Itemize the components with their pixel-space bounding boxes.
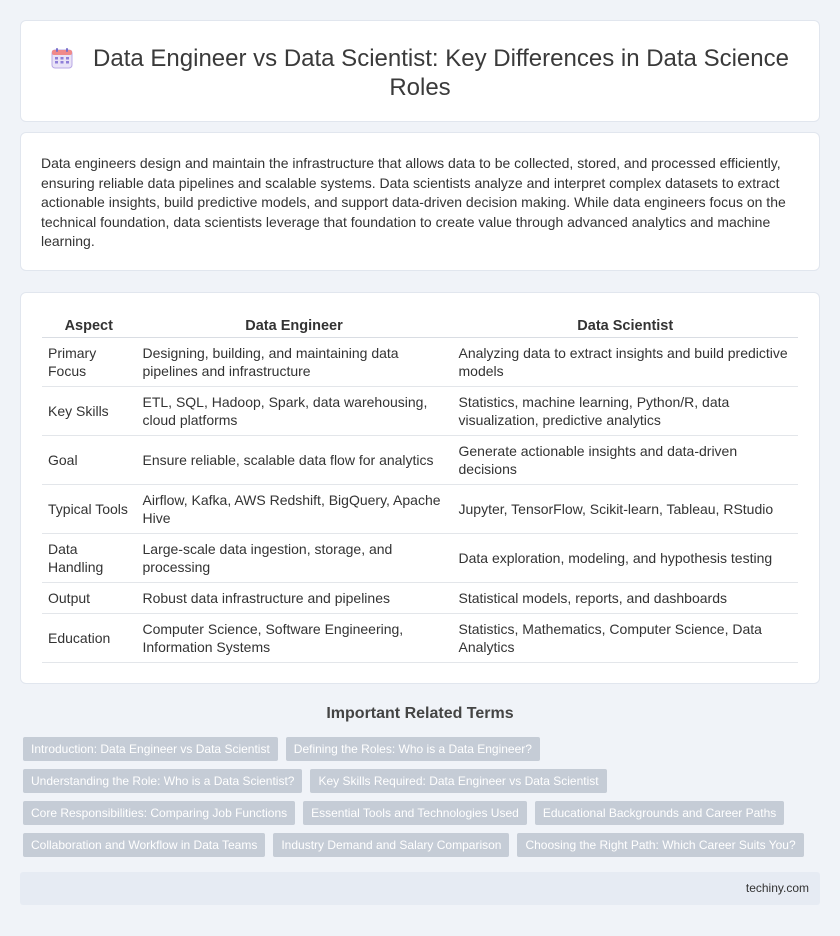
- related-term-tag[interactable]: Industry Demand and Salary Comparison: [273, 833, 509, 857]
- row-aspect: Typical Tools: [42, 484, 136, 533]
- row-data-scientist: Data exploration, modeling, and hypothesis testing: [452, 533, 798, 582]
- related-term-tag[interactable]: Collaboration and Workflow in Data Teams: [23, 833, 265, 857]
- table-row: [42, 337, 798, 386]
- related-terms-list: [23, 737, 823, 857]
- row-aspect: Education: [42, 613, 136, 662]
- page-title-text: Data Engineer vs Data Scientist: Key Differences in Data Science Roles: [93, 45, 789, 101]
- table-header-row: [42, 315, 798, 337]
- row-data-scientist: Statistics, machine learning, Python/R, data visualization, predictive analytics: [452, 386, 798, 435]
- intro-card: [20, 132, 820, 271]
- header-card: [20, 20, 820, 122]
- table-row: [42, 582, 798, 613]
- comparison-table-card: [20, 292, 820, 684]
- row-aspect: Output: [42, 582, 136, 613]
- row-data-scientist: Statistics, Mathematics, Computer Science, Data Analytics: [452, 613, 798, 662]
- header-data-scientist: Data Scientist: [452, 315, 798, 337]
- row-data-engineer: Airflow, Kafka, AWS Redshift, BigQuery, Apache Hive: [136, 484, 452, 533]
- table-row: [42, 386, 798, 435]
- comparison-table: [42, 315, 798, 663]
- row-aspect: Primary Focus: [42, 337, 136, 386]
- related-term-tag[interactable]: Defining the Roles: Who is a Data Engineer?: [286, 737, 540, 761]
- related-term-tag[interactable]: Introduction: Data Engineer vs Data Scientist: [23, 737, 278, 761]
- footer: [20, 872, 820, 905]
- header-aspect: Aspect: [42, 315, 136, 337]
- related-term-tag[interactable]: Choosing the Right Path: Which Career Suits You?: [517, 833, 803, 857]
- row-data-scientist: Analyzing data to extract insights and build predictive models: [452, 337, 798, 386]
- table-row: [42, 435, 798, 484]
- row-data-scientist: Jupyter, TensorFlow, Scikit-learn, Tableau, RStudio: [452, 484, 798, 533]
- related-term-tag[interactable]: Core Responsibilities: Comparing Job Functions: [23, 801, 295, 825]
- related-term-tag[interactable]: Key Skills Required: Data Engineer vs Data Scientist: [310, 769, 606, 793]
- calendar-grid-icon: [51, 47, 73, 69]
- table-row: [42, 533, 798, 582]
- table-row: [42, 613, 798, 662]
- row-aspect: Data Handling: [42, 533, 136, 582]
- related-term-tag[interactable]: Educational Backgrounds and Career Paths: [535, 801, 784, 825]
- row-aspect: Goal: [42, 435, 136, 484]
- table-row: [42, 484, 798, 533]
- related-term-tag[interactable]: Understanding the Role: Who is a Data Scientist?: [23, 769, 302, 793]
- row-data-engineer: Designing, building, and maintaining data pipelines and infrastructure: [136, 337, 452, 386]
- header-data-engineer: Data Engineer: [136, 315, 452, 337]
- page-title: [51, 44, 789, 102]
- related-terms-title: Important Related Terms: [326, 705, 514, 722]
- row-data-engineer: Large-scale data ingestion, storage, and processing: [136, 533, 452, 582]
- title-wrap: [21, 44, 819, 102]
- row-data-scientist: Generate actionable insights and data-driven decisions: [452, 435, 798, 484]
- row-aspect: Key Skills: [42, 386, 136, 435]
- row-data-engineer: Robust data infrastructure and pipelines: [136, 582, 452, 613]
- row-data-engineer: ETL, SQL, Hadoop, Spark, data warehousing, cloud platforms: [136, 386, 452, 435]
- row-data-scientist: Statistical models, reports, and dashboards: [452, 582, 798, 613]
- row-data-engineer: Ensure reliable, scalable data flow for analytics: [136, 435, 452, 484]
- row-data-engineer: Computer Science, Software Engineering, Information Systems: [136, 613, 452, 662]
- intro-paragraph: Data engineers design and maintain the infrastructure that allows data to be collected, stored, and processed efficiently, ensuring reliable data pipelines and scalable systems. Data scientists analyze and interpret complex datasets to extract actionable insights, build predictive models, and support data-driven decision making. While data engineers focus on the technical foundation, data scientists leverage that foundation to create value through advanced analytics and machine learning.: [41, 155, 786, 249]
- related-term-tag[interactable]: Essential Tools and Technologies Used: [303, 801, 527, 825]
- footer-site-link[interactable]: techiny.com: [745, 881, 809, 895]
